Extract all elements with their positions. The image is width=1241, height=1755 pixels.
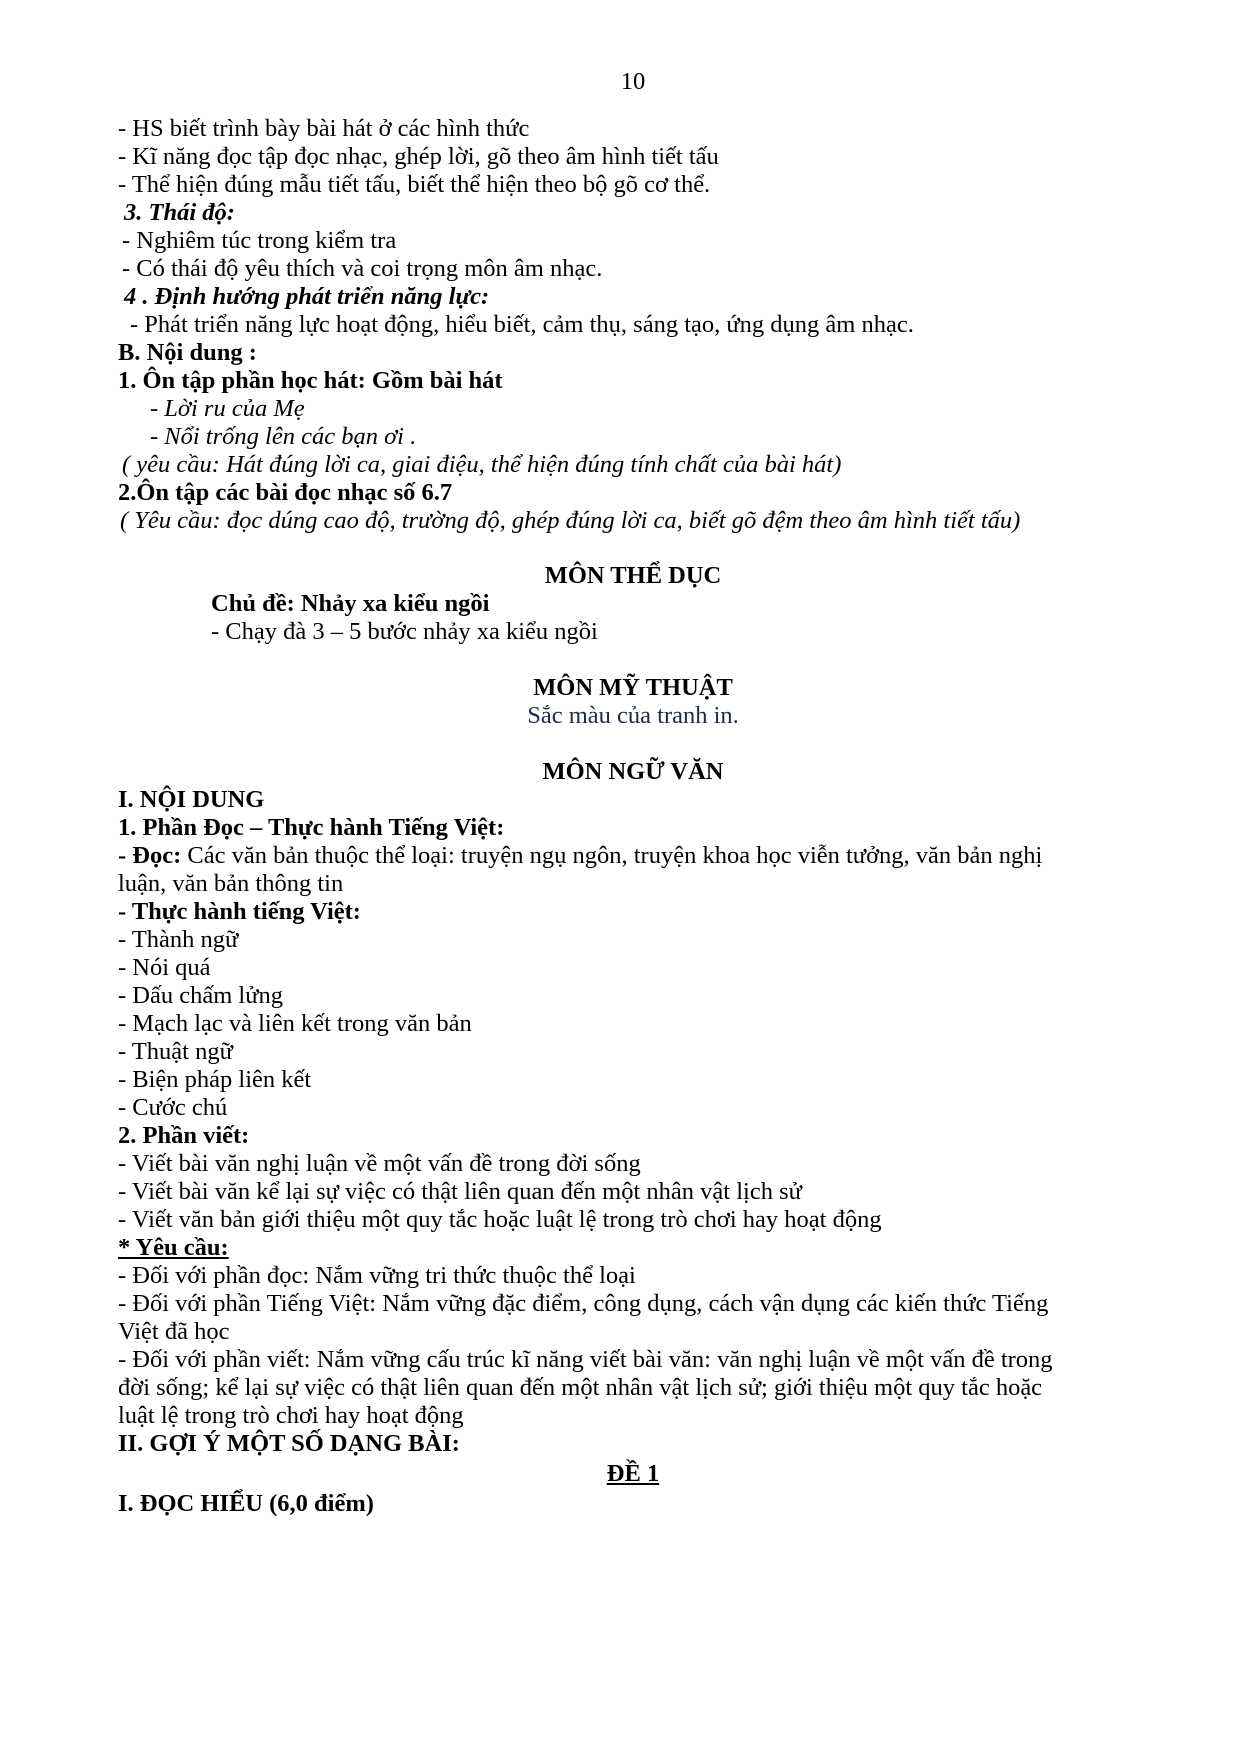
pe-topic: Chủ đề: Nhảy xa kiểu ngồi — [211, 590, 490, 617]
song-item-2: - Nổi trống lên các bạn ơi . — [150, 423, 417, 450]
attitude-line-1: - Nghiêm túc trong kiểm tra — [122, 227, 397, 254]
writing-item: - Viết bài văn nghị luận về một vấn đề trong đời sống — [118, 1150, 641, 1177]
orientation-line: - Phát triển năng lực hoạt động, hiểu biết, cảm thụ, sáng tạo, ứng dụng âm nhạc. — [130, 311, 914, 338]
page-number: 10 — [620, 68, 646, 95]
requirement-line: đời sống; kể lại sự việc có thật liên quan đến một nhân vật lịch sử; giới thiệu một quy tắc hoặc — [118, 1374, 1043, 1401]
writing-item: - Viết văn bản giới thiệu một quy tắc hoặc luật lệ trong trò chơi hay hoạt động — [118, 1206, 882, 1233]
song-item-1: - Lời ru của Mẹ — [150, 395, 305, 422]
literature-title: MÔN NGỮ VĂN — [542, 758, 724, 785]
writing-item: - Viết bài văn kể lại sự việc có thật liên quan đến một nhân vật lịch sử — [118, 1178, 802, 1205]
reading-heading: 2.Ôn tập các bài đọc nhạc số 6.7 — [118, 479, 453, 506]
practice-item: - Nói quá — [118, 954, 211, 981]
reading-label: - Đọc: — [118, 842, 182, 869]
music-skill-line-2: - Kĩ năng đọc tập đọc nhạc, ghép lời, gõ theo âm hình tiết tấu — [118, 143, 719, 170]
music-skill-line-3: - Thể hiện đúng mẫu tiết tấu, biết thể hiện theo bộ gõ cơ thể. — [118, 171, 711, 198]
requirement-line: - Đối với phần Tiếng Việt: Nắm vững đặc điểm, công dụng, cách vận dụng các kiến thức Tiếng — [118, 1290, 1049, 1317]
attitude-line-2: - Có thái độ yêu thích và coi trọng môn âm nhạc. — [122, 255, 603, 282]
art-item: Sắc màu của tranh in. — [527, 702, 739, 729]
reading-text: Các văn bản thuộc thể loại: truyện ngụ ngôn, truyện khoa học viễn tưởng, văn bản nghị — [181, 842, 1043, 869]
music-skill-line-1: - HS biết trình bày bài hát ở các hình thức — [118, 115, 530, 142]
literature-section-1: I. NỘI DUNG — [118, 786, 265, 813]
literature-section-2: II. GỢI Ý MỘT SỐ DẠNG BÀI: — [118, 1430, 460, 1457]
content-heading: B. Nội dung : — [118, 339, 257, 366]
part-1-heading: 1. Phần Đọc – Thực hành Tiếng Việt: — [118, 814, 505, 841]
practice-item: - Biện pháp liên kết — [118, 1066, 312, 1093]
requirement-heading: * Yêu cầu: — [118, 1234, 229, 1261]
pe-item: - Chạy đà 3 – 5 bước nhảy xa kiểu ngồi — [211, 618, 598, 645]
practice-item: - Mạch lạc và liên kết trong văn bản — [118, 1010, 472, 1037]
practice-item: - Thuật ngữ — [118, 1038, 233, 1065]
singing-heading: 1. Ôn tập phần học hát: Gồm bài hát — [118, 367, 503, 394]
practice-item: - Thành ngữ — [118, 926, 239, 953]
reading-line — [118, 841, 1042, 871]
attitude-heading: 3. Thái độ: — [124, 199, 235, 226]
part-2-heading: 2. Phần viết: — [118, 1122, 250, 1149]
practice-item: - Dấu chấm lửng — [118, 982, 283, 1009]
exam-title: ĐỀ 1 — [606, 1460, 660, 1487]
singing-requirement: ( yêu cầu: Hát đúng lời ca, giai điệu, thể hiện đúng tính chất của bài hát) — [122, 451, 842, 478]
orientation-heading: 4 . Định hướng phát triển năng lực: — [124, 283, 490, 310]
requirement-line: luật lệ trong trò chơi hay hoạt động — [118, 1402, 464, 1429]
reading-line-2: luận, văn bản thông tin — [118, 870, 344, 897]
requirement-line: Việt đã học — [118, 1318, 230, 1345]
pe-title: MÔN THỂ DỤC — [544, 562, 722, 589]
practice-heading: - Thực hành tiếng Việt: — [118, 898, 361, 925]
reading-requirement: ( Yêu cầu: đọc dúng cao độ, trường độ, ghép đúng lời ca, biết gõ đệm theo âm hình tiết tấu) — [120, 507, 1021, 534]
requirement-line: - Đối với phần đọc: Nắm vững tri thức thuộc thể loại — [118, 1262, 636, 1289]
requirement-line: - Đối với phần viết: Nắm vững cấu trúc kĩ năng viết bài văn: văn nghị luận về một vấn đề trong — [118, 1346, 1053, 1373]
exam-part-1: I. ĐỌC HIỂU (6,0 điểm) — [118, 1490, 374, 1517]
practice-item: - Cước chú — [118, 1094, 228, 1121]
art-title: MÔN MỸ THUẬT — [533, 674, 733, 701]
